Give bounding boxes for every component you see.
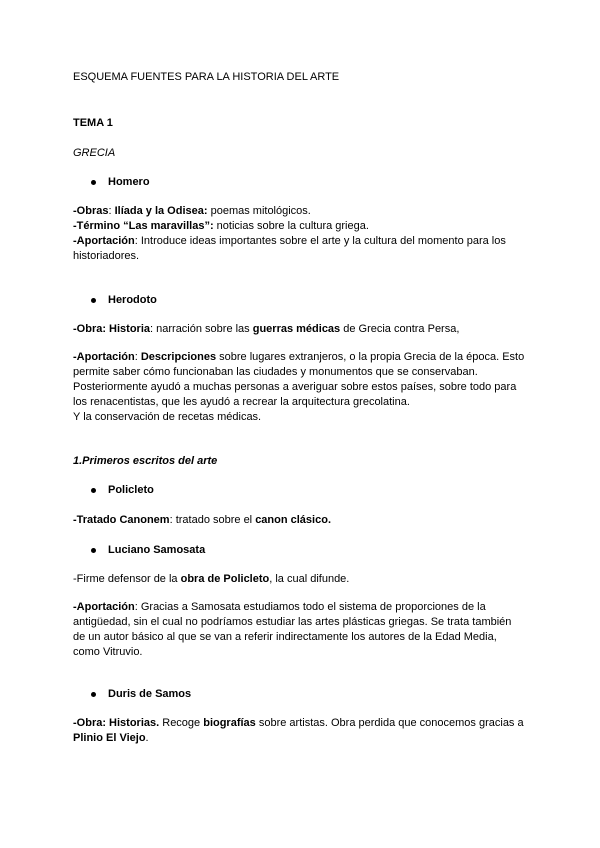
tema-heading: TEMA 1 — [73, 117, 113, 129]
luciano-aportacion-line-3: de un autor básico al que se van a referir indirectamente los autores de la Edad Media, — [73, 631, 497, 643]
duris-heading: Duris de Samos — [108, 688, 192, 700]
luciano-line: -Firme defensor de la obra de Policleto, la cual difunde. — [73, 573, 350, 585]
luciano-heading: Luciano Samosata — [108, 544, 206, 556]
luciano-aportacion-line: -Aportación: Gracias a Samosata estudiamos todo el sistema de proporciones de la — [73, 601, 486, 613]
bullet-icon — [91, 488, 96, 493]
herodoto-obra-line: -Obra: Historia: narración sobre las guerras médicas de Grecia contra Persa, — [73, 323, 460, 335]
duris-obra-line: -Obra: Historias. Recoge biografías sobre artistas. Obra perdida que conocemos gracias a — [73, 717, 524, 729]
herodoto-aportacion-line: -Aportación: Descripciones sobre lugares extranjeros, o la propia Grecia de la época. Esto — [73, 351, 525, 363]
document-title: ESQUEMA FUENTES PARA LA HISTORIA DEL ARTE — [73, 71, 340, 83]
luciano-aportacion-line-4: como Vitruvio. — [73, 646, 143, 658]
herodoto-aportacion-line-5: Y la conservación de recetas médicas. — [73, 411, 262, 423]
herodoto-aportacion-line-3: Posteriormente ayudó a muchas personas a averiguar sobre estos países, sobre todo para — [73, 381, 517, 393]
luciano-aportacion-line-2: antigüedad, sin el cual no podríamos estudiar las artes plásticas griegas. Se trata también — [73, 616, 512, 628]
herodoto-heading: Herodoto — [108, 294, 157, 306]
policleto-line: -Tratado Canonem: tratado sobre el canon clásico. — [73, 514, 331, 526]
homero-heading: Homero — [108, 176, 150, 188]
homero-termino-line: -Término “Las maravillas”: noticias sobre la cultura griega. — [73, 220, 369, 232]
grecia-subheading: GRECIA — [73, 147, 116, 159]
bullet-icon — [91, 298, 96, 303]
duris-obra-line-2: Plinio El Viejo. — [73, 732, 149, 744]
herodoto-aportacion-line-4: los renacentistas, que les ayudó a recrear la arquitectura grecolatina. — [73, 396, 410, 408]
bullet-icon — [91, 548, 96, 553]
homero-aportacion-line: -Aportación: Introduce ideas importantes sobre el arte y la cultura del momento para los — [73, 235, 506, 247]
bullet-icon — [91, 180, 96, 185]
herodoto-aportacion-line-2: permite saber cómo funcionaban las ciudades y monumentos que se conservaban. — [73, 366, 478, 378]
homero-obras-line: -Obras: Ilíada y la Odisea: poemas mitológicos. — [73, 205, 311, 217]
policleto-heading: Policleto — [108, 484, 154, 496]
homero-aportacion-line-2: historiadores. — [73, 250, 140, 262]
bullet-icon — [91, 692, 96, 697]
section-1-heading: 1.Primeros escritos del arte — [73, 455, 218, 467]
